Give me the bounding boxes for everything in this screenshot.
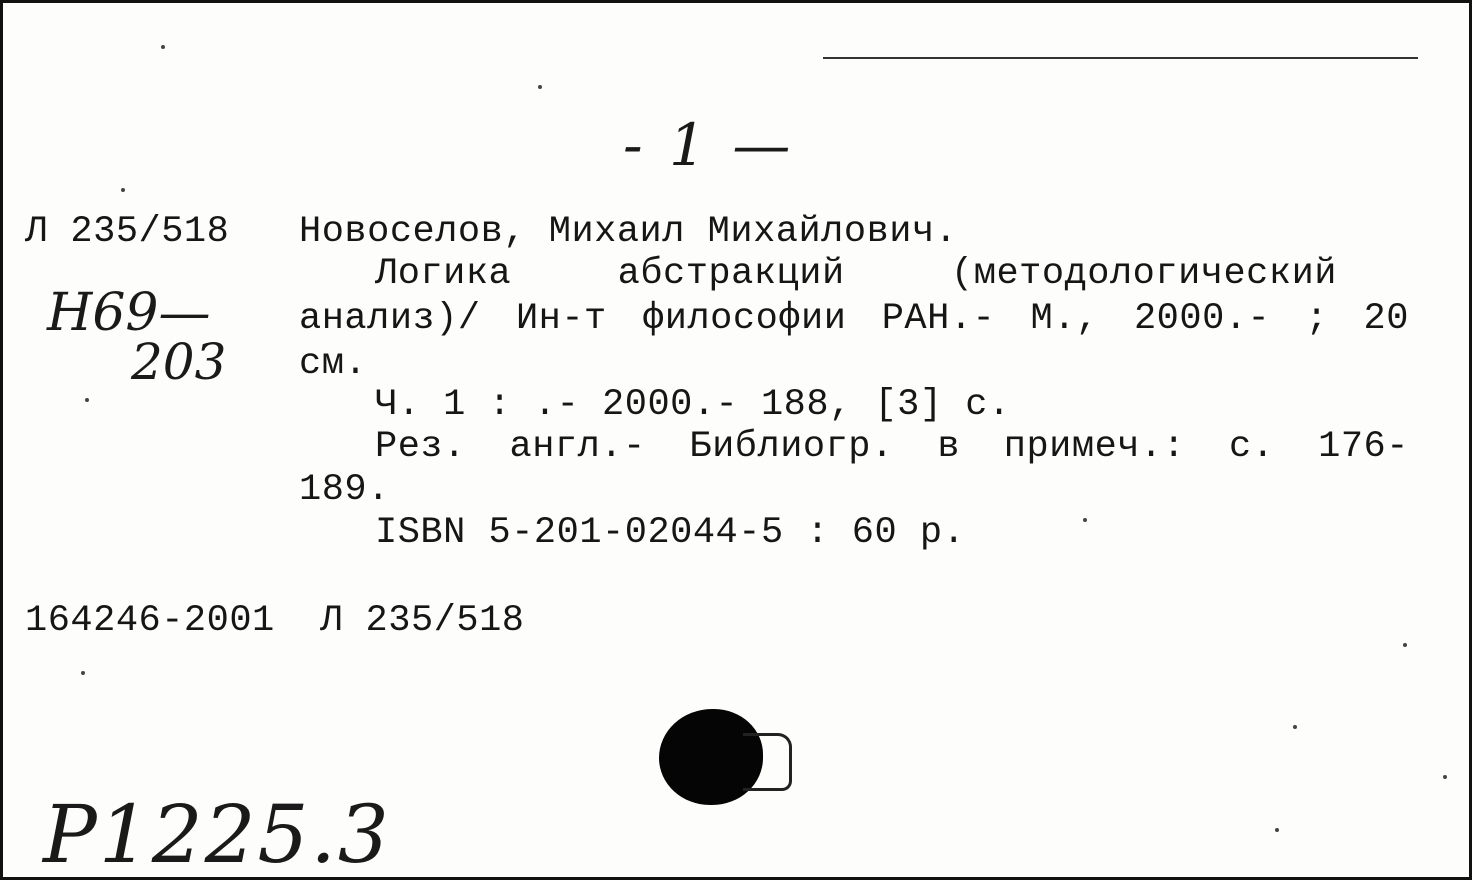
notes-line1 [375,426,1409,468]
title-line2 [299,298,1409,340]
scan-speck [81,671,85,675]
inventory-number: 164246-2001 Л 235/518 [25,600,525,642]
part-description: Ч. 1 : .- 2000.- 188, [3] с. [375,384,1011,426]
title-word: анализ)/ [299,298,481,340]
notes-word: 176- [1318,426,1409,468]
isbn-price: ISBN 5-201-02044-5 : 60 р. [375,512,966,554]
scan-speck [161,45,165,49]
scan-speck [1403,643,1407,647]
title-word: (методологический [951,253,1337,295]
title-line3: см. [299,343,368,385]
call-number: Л 235/518 [25,211,230,253]
scan-speck [538,85,542,89]
title-word: 20 [1363,298,1409,340]
notes-line2: 189. [299,469,390,511]
handwritten-code-line1: Н69— [47,283,211,343]
notes-word: с. [1229,426,1275,468]
title-word: 2000.- [1133,298,1271,340]
punch-hole-edge [743,733,792,791]
scan-speck [1443,775,1447,779]
scan-speck [85,398,89,402]
title-line1 [375,253,1337,295]
card-number: - 1 — [623,111,795,179]
scan-speck [121,188,125,192]
title-word: абстракций [617,253,845,295]
scan-speck [1275,828,1279,832]
title-word: РАН.- [881,298,996,340]
handwritten-shelf-mark: Р1225.3 [43,788,391,880]
title-word: философии [642,298,847,340]
title-word: М., [1030,298,1099,340]
notes-word: Рез. [375,426,466,468]
handwritten-code-line2: 203 [131,333,227,391]
scan-speck [1293,725,1297,729]
notes-word: примеч.: [1003,426,1186,468]
title-word: Логика [375,253,512,295]
title-word: Ин-т [515,298,607,340]
notes-word: Библиогр. [689,426,894,468]
notes-word: в [937,426,961,468]
title-word: ; [1305,298,1329,340]
scan-speck [1083,518,1087,522]
notes-word: англ.- [509,426,646,468]
author-heading: Новоселов, Михаил Михайлович. [299,211,958,253]
top-rule [823,57,1418,59]
